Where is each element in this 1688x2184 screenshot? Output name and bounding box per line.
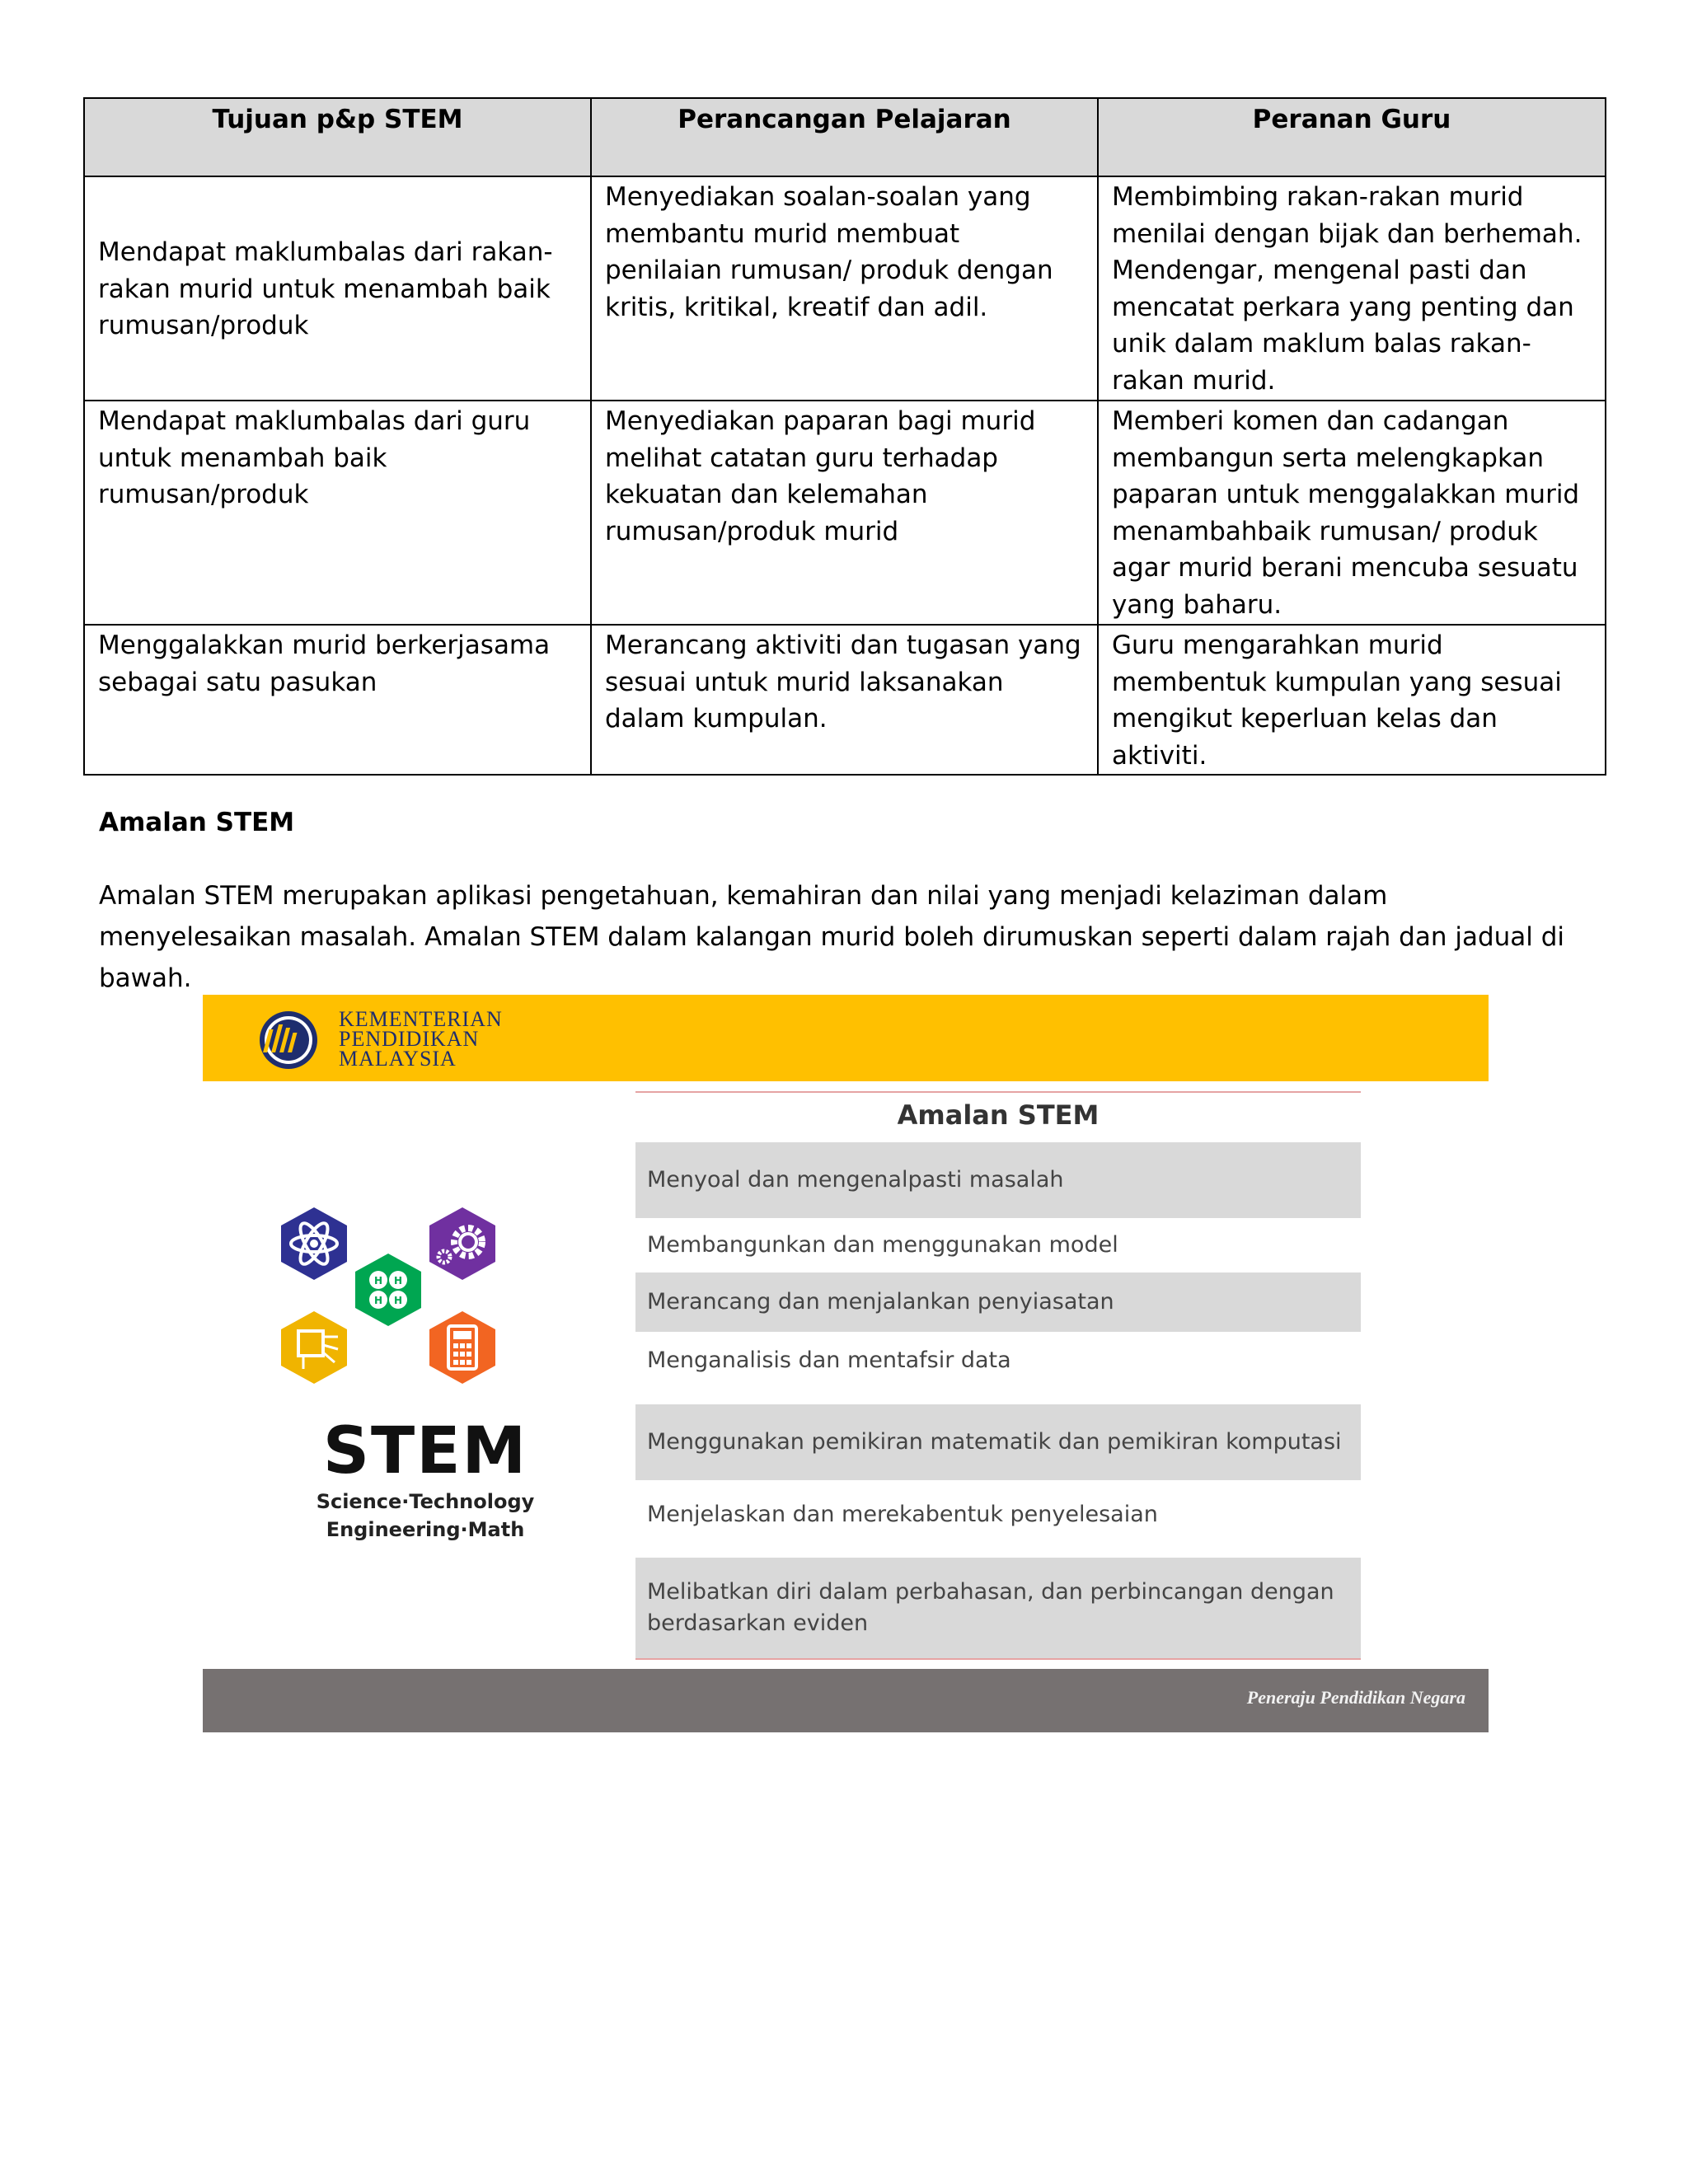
- slide-header-bar: [203, 995, 1489, 1081]
- svg-text:H: H: [373, 1295, 383, 1306]
- header-tujuan: Tujuan p&p STEM: [84, 98, 591, 176]
- list-item: Melibatkan diri dalam perbahasan, dan perbincangan dengan berdasarkan eviden: [635, 1558, 1361, 1658]
- science-atom-icon: [281, 1207, 347, 1280]
- table-cell: Menyediakan soalan-soalan yang membantu murid membuat penilaian rumusan/ produk dengan kritis, kritikal, kreatif dan adil.: [591, 176, 1098, 401]
- section-heading: Amalan STEM: [99, 808, 295, 837]
- table-cell: Memberi komen dan cadangan membangun serta melengkapkan paparan untuk menggalakkan murid menambahbaik rumusan/ produk agar murid berani mencuba sesuatu yang baharu.: [1098, 401, 1606, 625]
- list-item: Menjelaskan dan merekabentuk penyelesaian: [647, 1502, 1158, 1527]
- table-cell: Mendapat maklumbalas dari rakan-rakan murid untuk menambah baik rumusan/produk: [84, 176, 591, 401]
- table-header-row: [84, 98, 1606, 176]
- stem-goals-table: [83, 97, 1606, 776]
- practices-panel: [635, 1091, 1361, 1660]
- slide-footer-bar: [203, 1669, 1489, 1732]
- ministry-name: KEMENTERIAN PENDIDIKAN MALAYSIA: [339, 1007, 503, 1071]
- panel-top-rule: [635, 1091, 1361, 1093]
- table-row: [84, 401, 1606, 625]
- header-perancangan: Perancangan Pelajaran: [591, 98, 1098, 176]
- engineering-gear-icon: [429, 1207, 495, 1280]
- stem-hexagon-logo: [252, 1201, 598, 1407]
- svg-text:H: H: [373, 1275, 383, 1286]
- list-item: Menyoal dan mengenalpasti masalah: [635, 1142, 1361, 1218]
- stem-subtitle: Science·Technology Engineering·Math: [316, 1490, 535, 1541]
- list-item: Membangunkan dan menggunakan model: [647, 1232, 1118, 1258]
- table-cell: Menyediakan paparan bagi murid melihat catatan guru terhadap kekuatan dan kelemahan rumusan/produk murid: [591, 401, 1098, 625]
- clover-icon: [355, 1254, 421, 1326]
- stem-wordmark: STEM: [322, 1414, 528, 1488]
- panel-bottom-rule: [635, 1658, 1361, 1660]
- ministry-crest-icon: [258, 1010, 319, 1071]
- slide-tagline: Peneraju Pendidikan Negara: [1246, 1687, 1465, 1708]
- svg-text:H: H: [393, 1275, 403, 1286]
- table-row: [84, 625, 1606, 775]
- list-item: Merancang dan menjalankan penyiasatan: [635, 1272, 1361, 1332]
- technology-circuit-icon: [281, 1311, 347, 1384]
- svg-text:H: H: [393, 1295, 403, 1306]
- table-cell: Menggalakkan murid berkerjasama sebagai satu pasukan: [84, 625, 591, 775]
- table-cell: Merancang aktiviti dan tugasan yang sesuai untuk murid laksanakan dalam kumpulan.: [591, 625, 1098, 775]
- list-item: Menganalisis dan mentafsir data: [647, 1347, 1011, 1373]
- table-cell: Guru mengarahkan murid membentuk kumpulan yang sesuai mengikut keperluan kelas dan aktiviti.: [1098, 625, 1606, 775]
- table-row: [84, 176, 1606, 401]
- list-item: Menggunakan pemikiran matematik dan pemikiran komputasi: [635, 1404, 1361, 1480]
- math-calculator-icon: [429, 1311, 495, 1384]
- section-paragraph: Amalan STEM merupakan aplikasi pengetahuan, kemahiran dan nilai yang menjadi kelaziman dalam menyelesaikan masalah. Amalan STEM dalam kalangan murid boleh dirumuskan seperti dalam rajah dan jadual di bawah.: [99, 881, 1565, 993]
- header-peranan: Peranan Guru: [1098, 98, 1606, 176]
- amalan-stem-slide: [203, 995, 1489, 1732]
- table-cell: Mendapat maklumbalas dari guru untuk menambah baik rumusan/produk: [84, 401, 591, 625]
- table-cell: Membimbing rakan-rakan murid menilai dengan bijak dan berhemah. Mendengar, mengenal pasti dan mencatat perkara yang penting dan unik dalam maklum balas rakan-rakan murid.: [1098, 176, 1606, 401]
- practices-title: Amalan STEM: [897, 1099, 1100, 1131]
